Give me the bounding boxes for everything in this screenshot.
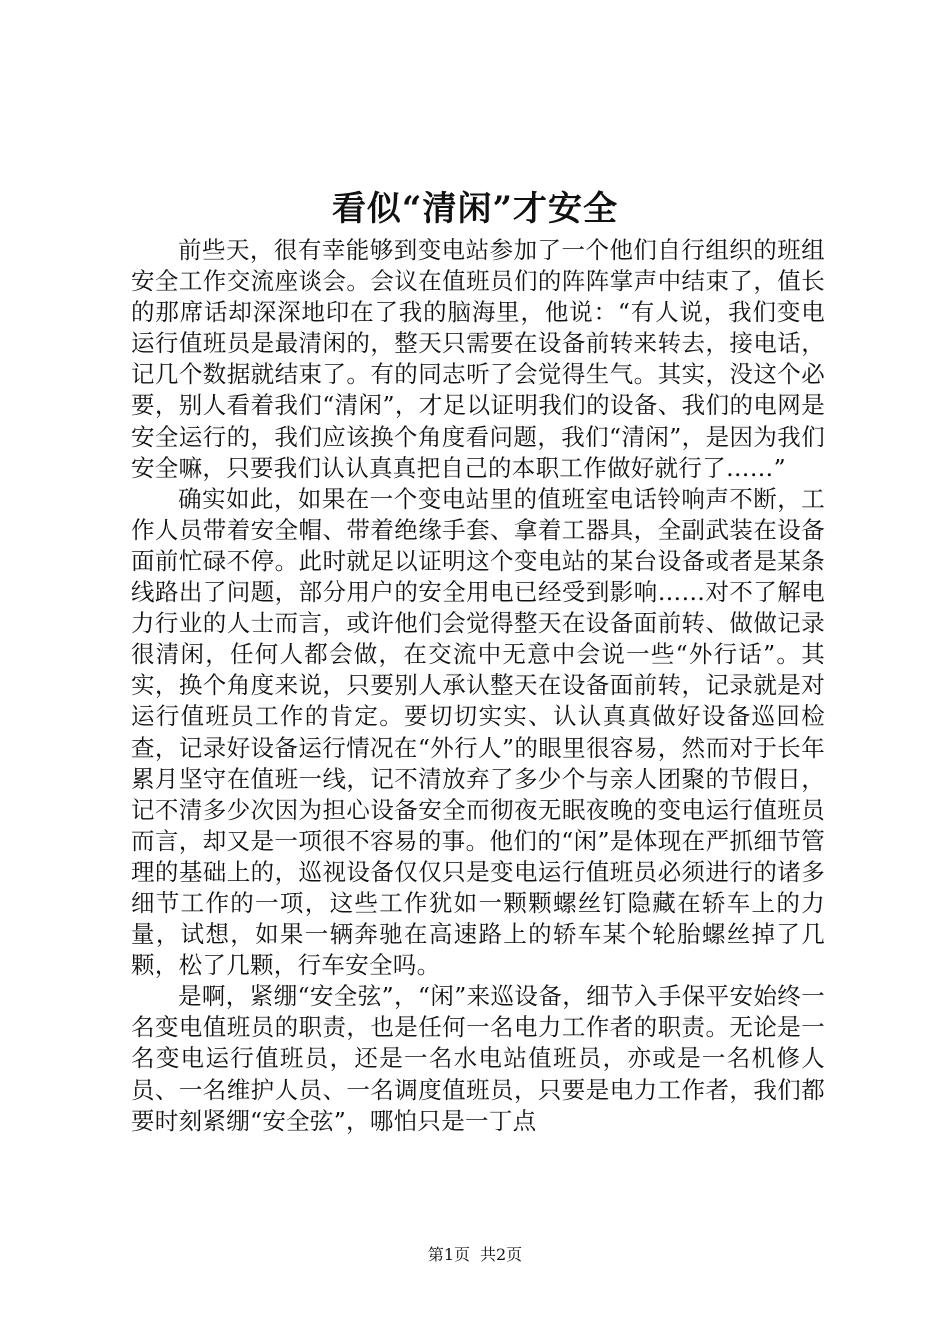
page-number-total: 共2页 — [480, 1245, 523, 1264]
paragraph-2: 确实如此，如果在一个变电站里的值班室电话铃响声不断，工作人员带着安全帽、带着绝缘手套、拿着工器具，全副武装在设备面前忙碌不停。此时就足以证明这个变电站的某台设备或者是某条线路出了问题，部分用户的安全用电已经受到影响……对不了解电力行业的人士而言，或许他们会觉得整天在设备面前转、做做记录很清闲，任何人都会做，在交流中无意中会说一些“外行话”。其实，换个角度来说，只要别人承认整天在设备面前转，记录就是对运行值班员工作的肯定。要切切实实、认认真真做好设备巡回检查，记录好设备运行情况在“外行人”的眼里很容易，然而对于长年累月坚守在值班一线，记不清放弃了多少个与亲人团聚的节假日，记不清多少次因为担心设备安全而彻夜无眠夜晚的变电运行值班员而言，却又是一项很不容易的事。他们的“闲”是体现在严抓细节管理的基础上的，巡视设备仅仅只是变电运行值班员必须进行的诸多细节工作的一项，这些工作犹如一颗颗螺丝钉隐藏在轿车上的力量，试想，如果一辆奔驰在高速路上的轿车某个轮胎螺丝掉了几颗，松了几颗，行车安全吗。 — [131, 484, 825, 980]
page-footer — [0, 1243, 950, 1267]
document-body — [131, 235, 825, 1137]
paragraph-3: 是啊，紧绷“安全弦”，“闲”来巡设备，细节入手保平安始终一名变电值班员的职责，也是任何一名电力工作者的职责。无论是一名变电运行值班员，还是一名水电站值班员，亦或是一名机修人员、一名维护人员、一名调度值班员，只要是电力工作者，我们都要时刻紧绷“安全弦”，哪怕只是一丁点 — [131, 982, 825, 1135]
document-title: 看似“清闲”才安全 — [331, 189, 619, 229]
paragraph-1: 前些天，很有幸能够到变电站参加了一个他们自行组织的班组安全工作交流座谈会。会议在值班员们的阵阵掌声中结束了，值长的那席话却深深地印在了我的脑海里，他说：“有人说，我们变电运行值班员是最清闲的，整天只需要在设备前转来转去，接电话，记几个数据就结束了。有的同志听了会觉得生气。其实，没这个必要，别人看着我们“清闲”，才足以证明我们的设备、我们的电网是安全运行的，我们应该换个角度看问题，我们“清闲”，是因为我们安全嘛，只要我们认认真真把自己的本职工作做好就行了……” — [131, 236, 825, 482]
page-number-current: 第1页 — [427, 1245, 470, 1264]
